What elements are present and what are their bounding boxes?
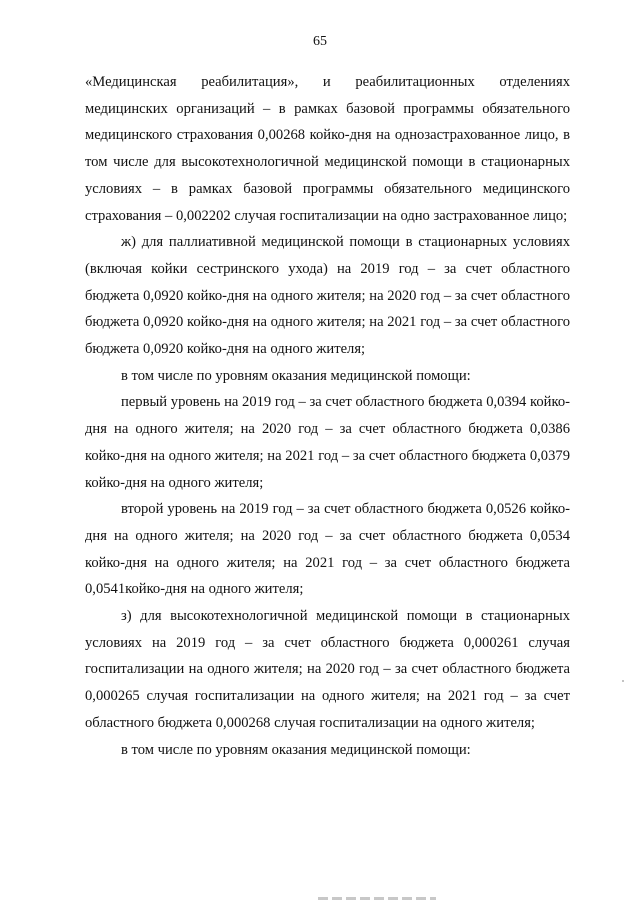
paragraph-rehabilitation: «Медицинская реабилитация», и реабилитационных отделениях медицинских организаций – в рамках базовой программы обязательного медицинского страхования 0,00268 койко-дня на однозастрахованное лицо, в том числе для высокотехнологичной медицинской помощи в стационарных условиях – в рамках базовой программы обязательного медицинского страхования – 0,002202 случая госпитализации на одно застрахованное лицо; <box>85 74 570 224</box>
paragraph-second-level: второй уровень на 2019 год – за счет областного бюджета 0,0526 койко-дня на одного жителя; на 2020 год – за счет областного бюджета 0,0534 койко-дня на одного жителя; на 2021 год – за счет областного бюджета 0,0541койко-дня на одного жителя; <box>85 501 570 598</box>
paragraph-palliative-care: ж) для паллиативной медицинской помощи в стационарных условиях (включая койки сестринского ухода) на 2019 год – за счет областного бюджета 0,0920 койко-дня на одного жителя; на 2020 год – за счет областного бюджета 0,0920 койко-дня на одного жителя; на 2021 год – за счет областного бюджета 0,0920 койко-дня на одного жителя; <box>85 234 570 358</box>
paragraph-high-tech-care: з) для высокотехнологичной медицинской помощи в стационарных условиях на 2019 год – за счет областного бюджета 0,000261 случая госпитализации на одного жителя; на 2020 год – за счет областного бюджета 0,000265 случая госпитализации на одного жителя; на 2021 год – за счет областного бюджета 0,000268 случая госпитализации на одного жителя; <box>85 608 570 731</box>
paragraph-first-level: первый уровень на 2019 год – за счет областного бюджета 0,0394 койко-дня на одного жителя; на 2020 год – за счет областного бюджета 0,0386 койко-дня на одного жителя; на 2021 год – за счет областного бюджета 0,0379 койко-дня на одного жителя; <box>85 394 570 491</box>
scan-artifact-dot <box>622 680 624 682</box>
scan-artifact-line <box>318 897 436 900</box>
paragraph-care-levels-heading: в том числе по уровням оказания медицинской помощи: <box>121 367 471 384</box>
document-body <box>85 69 570 763</box>
page-number: 65 <box>313 34 327 49</box>
paragraph-care-levels-heading-2: в том числе по уровням оказания медицинской помощи: <box>121 741 471 758</box>
